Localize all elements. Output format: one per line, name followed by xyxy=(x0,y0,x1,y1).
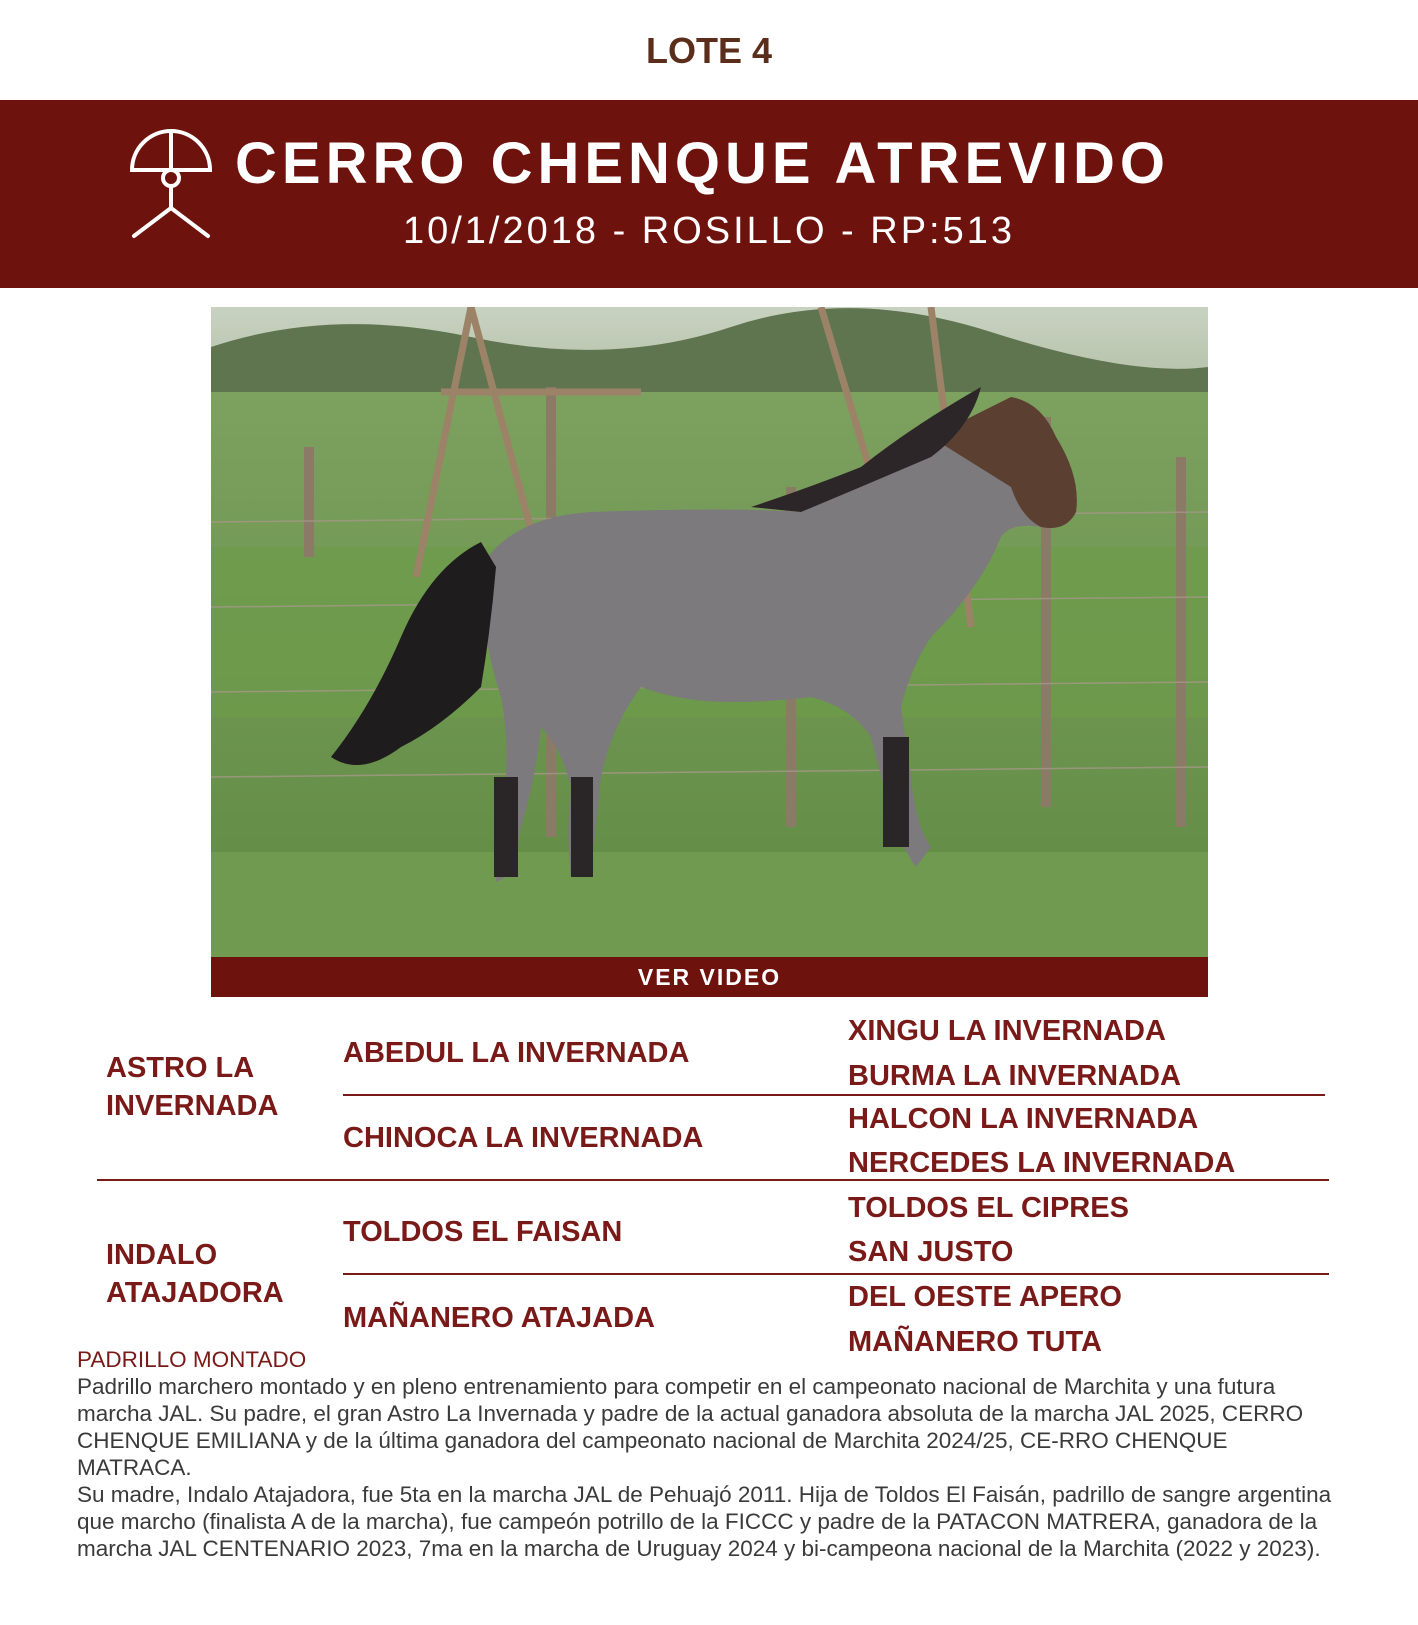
header-banner xyxy=(0,100,1418,288)
horse-details: 10/1/2018 - ROSILLO - RP:513 xyxy=(402,210,1016,252)
pedigree-sire-sire: ABEDUL LA INVERNADA xyxy=(343,1037,690,1069)
pedigree-divider xyxy=(343,1094,1325,1096)
pedigree-divider-main xyxy=(97,1179,1329,1181)
description-paragraph: Su madre, Indalo Atajadora, fue 5ta en la marcha JAL de Pehuajó 2011. Hija de Toldos El Faisán, padrillo de sangre argentina que marcho (finalista A de la marcha), fue campeón potrillo de la FICCC y padre de la PATACON MATRERA, ganadora de la marcha JAL CENTENARIO 2023, 7ma en la marcha de Uruguay 2024 y bi-campeona nacional de la Marchita (2022 y 2023). xyxy=(77,1482,1332,1561)
pedigree-ggp-6: SAN JUSTO xyxy=(848,1236,1014,1268)
description-title: PADRILLO MONTADO xyxy=(77,1347,307,1372)
description xyxy=(77,1346,1347,1562)
pedigree-sire-dam: CHINOCA LA INVERNADA xyxy=(343,1122,704,1154)
pedigree-ggp-3: HALCON LA INVERNADA xyxy=(848,1103,1199,1135)
lot-number: LOTE 4 xyxy=(645,30,773,71)
pedigree-dam-dam: MAÑANERO ATAJADA xyxy=(343,1302,656,1334)
pedigree-dam-sire: TOLDOS EL FAISAN xyxy=(343,1216,623,1248)
pedigree-ggp-5: TOLDOS EL CIPRES xyxy=(848,1192,1129,1224)
horse-name: CERRO CHENQUE ATREVIDO xyxy=(235,131,1170,196)
pedigree-ggp-7: DEL OESTE APERO xyxy=(848,1281,1122,1313)
horse-photo[interactable] xyxy=(211,307,1208,957)
pedigree-ggp-1: XINGU LA INVERNADA xyxy=(848,1015,1166,1047)
pedigree-ggp-2: BURMA LA INVERNADA xyxy=(848,1060,1181,1092)
description-paragraph: Padrillo marchero montado y en pleno entrenamiento para competir en el campeonato nacional de Marchita y una futura marcha JAL. Su padre, el gran Astro La Invernada y padre de la actual ganadora absoluta de la marcha JAL 2025, CERRO CHENQUE EMILIANA y de la última ganadora del campeonato nacional de Marchita 2024/25, CE-RRO CHENQUE MATRACA. xyxy=(77,1374,1304,1480)
horse-photo-illustration xyxy=(211,307,1208,957)
pedigree-dam: INDALO ATAJADORA xyxy=(106,1239,284,1309)
pedigree-ggp-4: NERCEDES LA INVERNADA xyxy=(848,1147,1236,1179)
pedigree-ggp-8: MAÑANERO TUTA xyxy=(848,1326,1102,1358)
pedigree-sire: ASTRO LA INVERNADA xyxy=(106,1052,279,1122)
watch-video-button[interactable]: VER VIDEO xyxy=(211,957,1208,997)
pedigree-divider xyxy=(343,1273,1329,1275)
